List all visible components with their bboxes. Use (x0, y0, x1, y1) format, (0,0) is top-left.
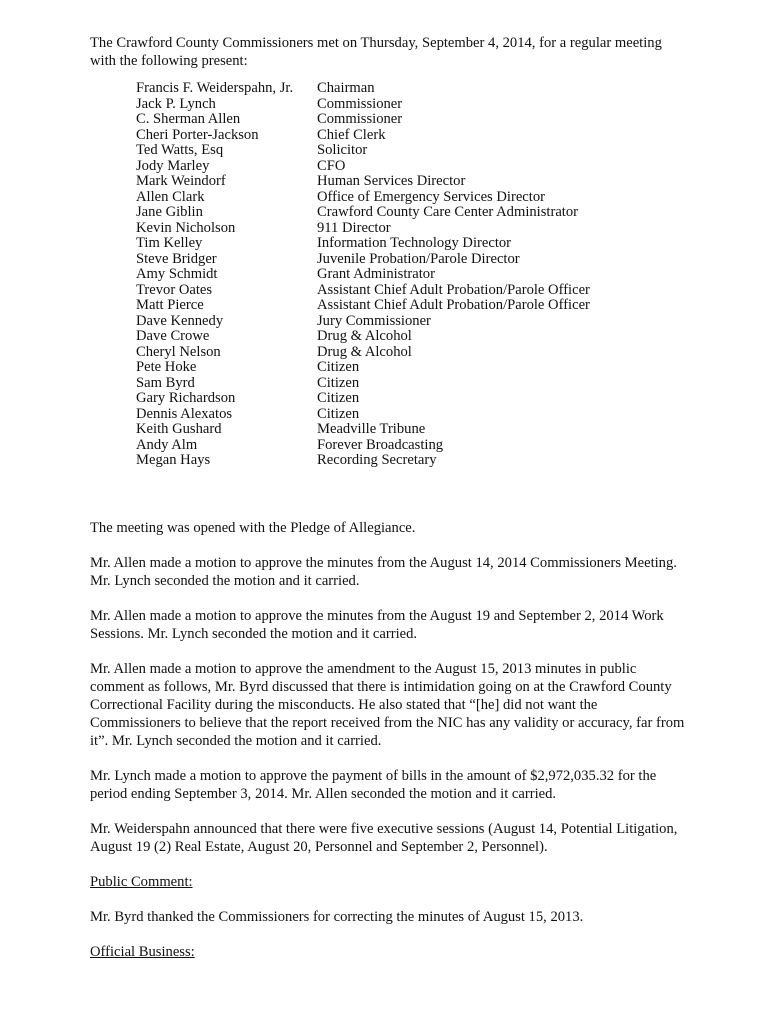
attendee-list (136, 81, 656, 469)
attendee-title: Grant Administrator (317, 266, 435, 282)
attendee-row (136, 221, 656, 237)
attendee-title: CFO (317, 157, 346, 174)
attendee-name: C. Sherman Allen (136, 111, 241, 127)
attendee-title: Drug & Alcohol (317, 328, 412, 344)
attendee-name: Jane Giblin (136, 204, 203, 220)
attendee-name: Allen Clark (136, 188, 205, 205)
attendee-row (136, 236, 656, 252)
attendee-name: Jody Marley (136, 157, 210, 174)
attendee-row (136, 314, 656, 330)
attendee-name: Dave Kennedy (136, 312, 224, 329)
attendee-title: Commissioner (317, 95, 403, 112)
attendee-name: Megan Hays (136, 452, 211, 468)
attendee-name: Steve Bridger (136, 250, 217, 267)
attendee-row (136, 128, 656, 144)
attendee-title: Juvenile Probation/Parole Director (317, 250, 520, 267)
official-business-heading: Official Business: (90, 944, 195, 960)
attendee-title: Citizen (317, 405, 360, 422)
amendment-paragraph: Mr. Allen made a motion to approve the amendment to the August 15, 2013 minutes in public comment as follows, Mr. Byrd discussed that there is intimidation going on at the Crawford County Correctional Facility during the misconducts. He also stated that “[he] did not want the Commissioners to believe that the report received from the NIC has any validity or accuracy, far from it”. Mr. Lynch seconded the motion and it carried. (90, 661, 685, 749)
attendee-title: Human Services Director (317, 173, 466, 189)
attendee-title: Citizen (317, 390, 360, 406)
attendee-row (136, 422, 656, 438)
attendee-row (136, 267, 656, 283)
attendee-title: Office of Emergency Services Director (317, 188, 545, 205)
attendee-title: Meadville Tribune (317, 421, 426, 437)
attendee-title: Solicitor (317, 142, 368, 158)
attendee-row (136, 97, 656, 113)
minutes-approval-paragraph: Mr. Allen made a motion to approve the minutes from the August 14, 2014 Commissioners Meeting. Mr. Lynch seconded the motion and it carried. (90, 555, 677, 589)
attendee-name: Ted Watts, Esq (136, 142, 224, 158)
attendee-row (136, 143, 656, 159)
attendee-row (136, 174, 656, 190)
pledge-paragraph: The meeting was opened with the Pledge of Allegiance. (90, 520, 416, 536)
attendee-title: Drug & Alcohol (317, 343, 412, 360)
attendee-title: Assistant Chief Adult Probation/Parole Officer (317, 297, 590, 313)
attendee-row (136, 112, 656, 128)
attendee-row (136, 376, 656, 392)
work-session-minutes-paragraph: Mr. Allen made a motion to approve the minutes from the August 19 and September 2, 2014 Work Sessions. Mr. Lynch seconded the motion and it carried. (90, 608, 664, 642)
attendee-name: Andy Alm (136, 436, 198, 453)
attendee-name: Trevor Oates (136, 281, 213, 298)
executive-sessions-paragraph: Mr. Weiderspahn announced that there were five executive sessions (August 14, Potential Litigation, August 19 (2) Real Estate, August 20, Personnel and September 2, Personnel). (90, 821, 678, 855)
attendee-name: Cheri Porter-Jackson (136, 126, 259, 143)
attendee-row (136, 438, 656, 454)
attendee-row (136, 283, 656, 299)
attendee-name: Kevin Nicholson (136, 219, 236, 236)
bills-paragraph: Mr. Lynch made a motion to approve the payment of bills in the amount of $2,972,035.32 for the period ending September 3, 2014. Mr. Allen seconded the motion and it carried. (90, 768, 657, 802)
attendee-row (136, 252, 656, 268)
attendee-row (136, 190, 656, 206)
attendee-row (136, 81, 656, 97)
attendee-name: Pete Hoke (136, 359, 197, 375)
attendee-title: Citizen (317, 359, 360, 375)
attendee-row (136, 205, 656, 221)
attendee-title: 911 Director (317, 219, 391, 236)
attendee-title: Information Technology Director (317, 235, 512, 251)
attendee-title: Commissioner (317, 111, 403, 127)
attendee-title: Chief Clerk (317, 126, 386, 143)
attendee-row (136, 329, 656, 345)
minutes-body (90, 519, 690, 978)
attendee-title: Crawford County Care Center Administrator (317, 204, 579, 220)
attendee-title: Jury Commissioner (317, 312, 431, 329)
attendee-row (136, 159, 656, 175)
public-comment-heading: Public Comment: (90, 874, 193, 890)
attendee-name: Mark Weindorf (136, 173, 226, 189)
attendee-row (136, 298, 656, 314)
attendee-title: Citizen (317, 374, 360, 391)
attendee-row (136, 453, 656, 469)
attendee-name: Amy Schmidt (136, 266, 218, 282)
attendee-name: Matt Pierce (136, 297, 204, 313)
attendee-row (136, 360, 656, 376)
attendee-title: Assistant Chief Adult Probation/Parole Officer (317, 281, 590, 298)
attendee-title: Recording Secretary (317, 452, 437, 468)
public-comment-paragraph: Mr. Byrd thanked the Commissioners for correcting the minutes of August 15, 2013. (90, 909, 584, 925)
attendee-name: Gary Richardson (136, 390, 236, 406)
attendee-row (136, 407, 656, 423)
attendee-row (136, 391, 656, 407)
attendee-title: Chairman (317, 80, 375, 96)
attendee-name: Francis F. Weiderspahn, Jr. (136, 80, 294, 96)
attendee-name: Dennis Alexatos (136, 405, 233, 422)
attendee-name: Keith Gushard (136, 421, 222, 437)
attendee-name: Sam Byrd (136, 374, 195, 391)
attendee-row (136, 345, 656, 361)
attendee-name: Dave Crowe (136, 328, 210, 344)
attendee-title: Forever Broadcasting (317, 436, 444, 453)
attendee-name: Jack P. Lynch (136, 95, 216, 112)
intro-paragraph: The Crawford County Commissioners met on Thursday, September 4, 2014, for a regular meeting with the following present: (90, 35, 662, 69)
attendee-name: Cheryl Nelson (136, 343, 221, 360)
attendee-name: Tim Kelley (136, 235, 203, 251)
